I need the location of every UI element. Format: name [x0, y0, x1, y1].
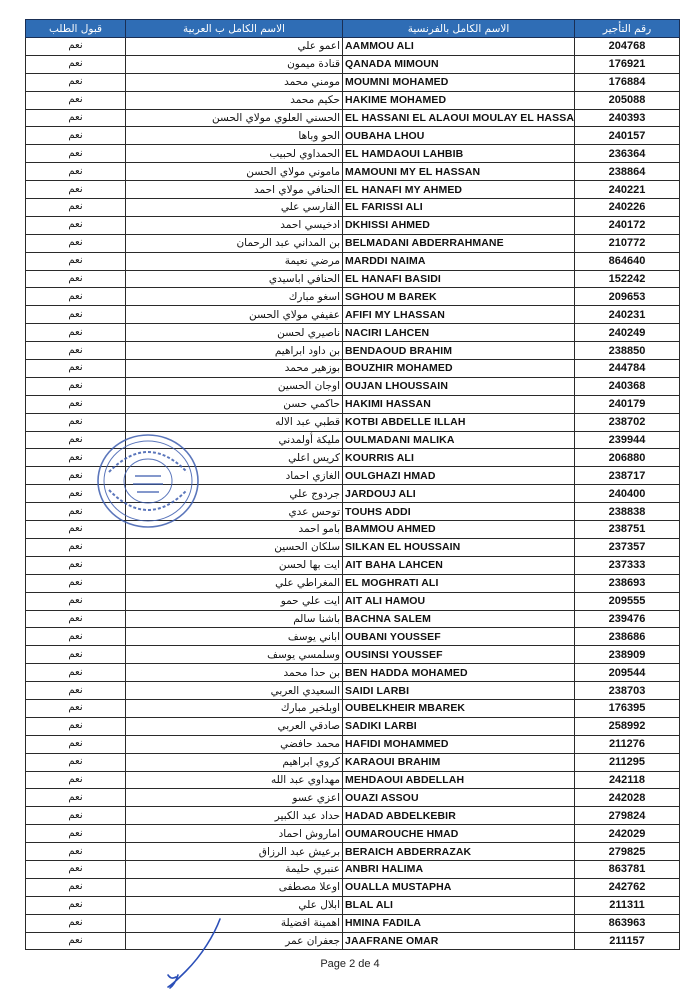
arabic-name-cell: جردوج علي — [126, 485, 343, 503]
id-cell: 240249 — [575, 324, 680, 342]
table-row — [26, 324, 680, 342]
acceptance-cell: نعم — [26, 538, 126, 556]
arabic-name-cell: عفيفي مولاي الحسن — [126, 306, 343, 324]
id-cell: 239476 — [575, 610, 680, 628]
french-name-cell: MOUMNI MOHAMED — [343, 73, 575, 91]
french-name-cell: HAFIDI MOHAMMED — [343, 735, 575, 753]
arabic-name-cell: السعيدي العربي — [126, 682, 343, 700]
acceptance-cell: نعم — [26, 377, 126, 395]
arabic-name-cell: المغراطي علي — [126, 574, 343, 592]
arabic-name-cell: كريس اعلي — [126, 449, 343, 467]
page-footer — [0, 958, 700, 970]
table-row — [26, 896, 680, 914]
french-name-cell: BACHNA SALEM — [343, 610, 575, 628]
acceptance-cell: نعم — [26, 145, 126, 163]
acceptance-cell: نعم — [26, 610, 126, 628]
french-name-cell: JARDOUJ ALI — [343, 485, 575, 503]
arabic-name-cell: الحمداوي لحبيب — [126, 145, 343, 163]
arabic-name-cell: عنبري حليمة — [126, 860, 343, 878]
arabic-name-cell: الفارسي علي — [126, 199, 343, 217]
id-cell: 238751 — [575, 521, 680, 539]
id-cell: 258992 — [575, 717, 680, 735]
id-cell: 211157 — [575, 932, 680, 950]
acceptance-cell: نعم — [26, 360, 126, 378]
french-name-cell: SILKAN EL HOUSSAIN — [343, 538, 575, 556]
arabic-name-cell: برعيش عبد الرزاق — [126, 843, 343, 861]
table-row — [26, 413, 680, 431]
french-name-cell: EL MOGHRATI ALI — [343, 574, 575, 592]
arabic-name-cell: ناصيري لحسن — [126, 324, 343, 342]
french-name-cell: OUJAN LHOUSSAIN — [343, 377, 575, 395]
acceptance-cell: نعم — [26, 395, 126, 413]
id-cell: 204768 — [575, 38, 680, 56]
french-name-cell: OULMADANI MALIKA — [343, 431, 575, 449]
id-cell: 236364 — [575, 145, 680, 163]
french-name-cell: QANADA MIMOUN — [343, 55, 575, 73]
id-cell: 238909 — [575, 646, 680, 664]
id-cell: 237357 — [575, 538, 680, 556]
arabic-name-cell: قنادة ميمون — [126, 55, 343, 73]
french-name-cell: EL HAMDAOUI LAHBIB — [343, 145, 575, 163]
table-row — [26, 717, 680, 735]
arabic-name-cell: الغازي احماد — [126, 467, 343, 485]
acceptance-cell: نعم — [26, 556, 126, 574]
acceptance-cell: نعم — [26, 753, 126, 771]
acceptance-cell: نعم — [26, 270, 126, 288]
acceptance-cell: نعم — [26, 216, 126, 234]
french-name-cell: OUSINSI YOUSSEF — [343, 646, 575, 664]
id-cell: 152242 — [575, 270, 680, 288]
arabic-name-cell: توحس عدي — [126, 503, 343, 521]
acceptance-cell: نعم — [26, 163, 126, 181]
french-name-cell: MAMOUNI MY EL HASSAN — [343, 163, 575, 181]
table-row — [26, 538, 680, 556]
table-row — [26, 55, 680, 73]
id-cell: 211311 — [575, 896, 680, 914]
arabic-name-cell: اوبلخير مبارك — [126, 699, 343, 717]
acceptance-cell: نعم — [26, 181, 126, 199]
french-name-cell: OUAZI ASSOU — [343, 789, 575, 807]
french-name-cell: HADAD ABDELKEBIR — [343, 807, 575, 825]
id-cell: 176884 — [575, 73, 680, 91]
id-cell: 240179 — [575, 395, 680, 413]
acceptance-cell: نعم — [26, 664, 126, 682]
table-row — [26, 306, 680, 324]
id-cell: 244784 — [575, 360, 680, 378]
acceptance-cell: نعم — [26, 91, 126, 109]
official-stamp — [95, 432, 201, 530]
table-row — [26, 914, 680, 932]
french-name-cell: OULGHAZI HMAD — [343, 467, 575, 485]
french-name-cell: MEHDAOUI ABDELLAH — [343, 771, 575, 789]
arabic-name-cell: صادقي العربي — [126, 717, 343, 735]
french-name-cell: AFIFI MY LHASSAN — [343, 306, 575, 324]
french-name-cell: TOUHS ADDI — [343, 503, 575, 521]
french-name-cell: MARDDI NAIMA — [343, 252, 575, 270]
table-row — [26, 682, 680, 700]
id-cell: 863963 — [575, 914, 680, 932]
acceptance-cell: نعم — [26, 699, 126, 717]
acceptance-cell: نعم — [26, 324, 126, 342]
french-name-cell: BELMADANI ABDERRAHMANE — [343, 234, 575, 252]
table-row — [26, 592, 680, 610]
acceptance-cell: نعم — [26, 682, 126, 700]
id-cell: 209555 — [575, 592, 680, 610]
acceptance-cell: نعم — [26, 306, 126, 324]
arabic-name-cell: بن حدا محمد — [126, 664, 343, 682]
table-row — [26, 878, 680, 896]
arabic-name-cell: ماموني مولاي الحسن — [126, 163, 343, 181]
acceptance-cell: نعم — [26, 771, 126, 789]
french-name-cell: KARAOUI BRAHIM — [343, 753, 575, 771]
french-name-cell: SADIKI LARBI — [343, 717, 575, 735]
french-name-cell: AAMMOU ALI — [343, 38, 575, 56]
id-cell: 237333 — [575, 556, 680, 574]
french-name-cell: OUMAROUCHE HMAD — [343, 825, 575, 843]
acceptance-cell: نعم — [26, 843, 126, 861]
header-acceptance: قبول الطلب — [26, 20, 126, 38]
id-cell: 176395 — [575, 699, 680, 717]
arabic-name-cell: اعمو علي — [126, 38, 343, 56]
table-row — [26, 664, 680, 682]
acceptance-cell: نعم — [26, 127, 126, 145]
id-cell: 240226 — [575, 199, 680, 217]
french-name-cell: AIT ALI HAMOU — [343, 592, 575, 610]
acceptance-cell: نعم — [26, 807, 126, 825]
acceptance-cell: نعم — [26, 109, 126, 127]
arabic-name-cell: ادخيسي احمد — [126, 216, 343, 234]
id-cell: 211295 — [575, 753, 680, 771]
id-cell: 176921 — [575, 55, 680, 73]
id-cell: 209653 — [575, 288, 680, 306]
arabic-name-cell: الحو وباها — [126, 127, 343, 145]
table-row — [26, 860, 680, 878]
arabic-name-cell: الحنافي اباسيدي — [126, 270, 343, 288]
table-row — [26, 825, 680, 843]
french-name-cell: HAKIME MOHAMED — [343, 91, 575, 109]
arabic-name-cell: اباني يوسف — [126, 628, 343, 646]
arabic-name-cell: محمد حافضي — [126, 735, 343, 753]
table-row — [26, 127, 680, 145]
french-name-cell: OUBAHA LHOU — [343, 127, 575, 145]
table-row — [26, 395, 680, 413]
table-row — [26, 377, 680, 395]
acceptance-cell: نعم — [26, 73, 126, 91]
id-cell: 205088 — [575, 91, 680, 109]
arabic-name-cell: بن داود ابراهيم — [126, 342, 343, 360]
french-name-cell: BLAL ALI — [343, 896, 575, 914]
table-row — [26, 610, 680, 628]
arabic-name-cell: مليكة أولمدني — [126, 431, 343, 449]
arabic-name-cell: ايت بها لحسن — [126, 556, 343, 574]
acceptance-cell: نعم — [26, 735, 126, 753]
acceptance-cell: نعم — [26, 592, 126, 610]
arabic-name-cell: اهمينة افضيلة — [126, 914, 343, 932]
table-row — [26, 556, 680, 574]
acceptance-cell: نعم — [26, 449, 126, 467]
id-cell: 240393 — [575, 109, 680, 127]
french-name-cell: EL HASSANI EL ALAOUI MOULAY EL HASSA — [343, 109, 575, 127]
table-row — [26, 789, 680, 807]
arabic-name-cell: جعفران عمر — [126, 932, 343, 950]
table-row — [26, 932, 680, 950]
table-row — [26, 109, 680, 127]
id-cell: 240231 — [575, 306, 680, 324]
arabic-name-cell: كروي ابراهيم — [126, 753, 343, 771]
french-name-cell: ANBRI HALIMA — [343, 860, 575, 878]
table-row — [26, 199, 680, 217]
french-name-cell: AIT BAHA LAHCEN — [343, 556, 575, 574]
acceptance-cell: نعم — [26, 628, 126, 646]
header-arabic-name: الاسم الكامل ب العربية — [126, 20, 343, 38]
french-name-cell: HAKIMI HASSAN — [343, 395, 575, 413]
french-name-cell: BAMMOU AHMED — [343, 521, 575, 539]
table-row — [26, 270, 680, 288]
table-row — [26, 181, 680, 199]
table-row — [26, 843, 680, 861]
arabic-name-cell: ايت علي حمو — [126, 592, 343, 610]
arabic-name-cell: مرضي نعيمة — [126, 252, 343, 270]
table-row — [26, 163, 680, 181]
acceptance-cell: نعم — [26, 914, 126, 932]
table-row — [26, 753, 680, 771]
id-cell: 240400 — [575, 485, 680, 503]
arabic-name-cell: بوزهير محمد — [126, 360, 343, 378]
table-row — [26, 574, 680, 592]
arabic-name-cell: قطبي عبد الاله — [126, 413, 343, 431]
id-cell: 238686 — [575, 628, 680, 646]
arabic-name-cell: حاكمي حسن — [126, 395, 343, 413]
table-row — [26, 216, 680, 234]
acceptance-cell: نعم — [26, 431, 126, 449]
arabic-name-cell: الحنافي مولاي احمد — [126, 181, 343, 199]
table-header-row — [26, 20, 680, 38]
arabic-name-cell: باشنا سالم — [126, 610, 343, 628]
arabic-name-cell: اعزي عسو — [126, 789, 343, 807]
id-cell: 206880 — [575, 449, 680, 467]
table-row — [26, 288, 680, 306]
acceptance-cell: نعم — [26, 896, 126, 914]
id-cell: 238693 — [575, 574, 680, 592]
id-cell: 211276 — [575, 735, 680, 753]
french-name-cell: OUBELKHEIR MBAREK — [343, 699, 575, 717]
acceptance-cell: نعم — [26, 503, 126, 521]
acceptance-cell: نعم — [26, 252, 126, 270]
id-cell: 240157 — [575, 127, 680, 145]
acceptance-cell: نعم — [26, 646, 126, 664]
table-row — [26, 628, 680, 646]
french-name-cell: EL HANAFI BASIDI — [343, 270, 575, 288]
acceptance-cell: نعم — [26, 878, 126, 896]
arabic-name-cell: سلكان الحسين — [126, 538, 343, 556]
table-row — [26, 91, 680, 109]
id-cell: 242029 — [575, 825, 680, 843]
arabic-name-cell: وسلمسي يوسف — [126, 646, 343, 664]
acceptance-cell: نعم — [26, 860, 126, 878]
acceptance-cell: نعم — [26, 932, 126, 950]
id-cell: 242762 — [575, 878, 680, 896]
id-cell: 863781 — [575, 860, 680, 878]
arabic-name-cell: حكيم محمد — [126, 91, 343, 109]
acceptance-cell: نعم — [26, 485, 126, 503]
french-name-cell: JAAFRANE OMAR — [343, 932, 575, 950]
acceptance-cell: نعم — [26, 789, 126, 807]
id-cell: 238850 — [575, 342, 680, 360]
id-cell: 240172 — [575, 216, 680, 234]
acceptance-cell: نعم — [26, 38, 126, 56]
id-cell: 238702 — [575, 413, 680, 431]
arabic-name-cell: اوعلا مصطفى — [126, 878, 343, 896]
header-french-name: الاسم الكامل بالفرنسية — [343, 20, 575, 38]
acceptance-cell: نعم — [26, 234, 126, 252]
acceptance-cell: نعم — [26, 199, 126, 217]
french-name-cell: OUBANI YOUSSEF — [343, 628, 575, 646]
arabic-name-cell: بامو احمد — [126, 521, 343, 539]
table-row — [26, 807, 680, 825]
id-cell: 242028 — [575, 789, 680, 807]
acceptance-cell: نعم — [26, 574, 126, 592]
arabic-name-cell: اماروش احماد — [126, 825, 343, 843]
french-name-cell: EL HANAFI MY AHMED — [343, 181, 575, 199]
id-cell: 864640 — [575, 252, 680, 270]
french-name-cell: NACIRI LAHCEN — [343, 324, 575, 342]
id-cell: 238838 — [575, 503, 680, 521]
acceptance-cell: نعم — [26, 825, 126, 843]
table-row — [26, 252, 680, 270]
id-cell: 238864 — [575, 163, 680, 181]
arabic-name-cell: حداد عبد الكبير — [126, 807, 343, 825]
table-row — [26, 38, 680, 56]
id-cell: 240221 — [575, 181, 680, 199]
id-cell: 242118 — [575, 771, 680, 789]
french-name-cell: BENDAOUD BRAHIM — [343, 342, 575, 360]
french-name-cell: KOURRIS ALI — [343, 449, 575, 467]
acceptance-cell: نعم — [26, 342, 126, 360]
arabic-name-cell: الحسني العلوي مولاي الحسن — [126, 109, 343, 127]
table-row — [26, 73, 680, 91]
french-name-cell: BOUZHIR MOHAMED — [343, 360, 575, 378]
table-row — [26, 735, 680, 753]
table-row — [26, 360, 680, 378]
arabic-name-cell: مومني محمد — [126, 73, 343, 91]
id-cell: 210772 — [575, 234, 680, 252]
acceptance-cell: نعم — [26, 521, 126, 539]
french-name-cell: BEN HADDA MOHAMED — [343, 664, 575, 682]
id-cell: 209544 — [575, 664, 680, 682]
id-cell: 279825 — [575, 843, 680, 861]
french-name-cell: SGHOU M BAREK — [343, 288, 575, 306]
acceptance-cell: نعم — [26, 55, 126, 73]
arabic-name-cell: مهداوي عبد الله — [126, 771, 343, 789]
id-cell: 279824 — [575, 807, 680, 825]
id-cell: 240368 — [575, 377, 680, 395]
header-id: رقم التأجير — [575, 20, 680, 38]
french-name-cell: SAIDI LARBI — [343, 682, 575, 700]
french-name-cell: HMINA FADILA — [343, 914, 575, 932]
french-name-cell: KOTBI ABDELLE ILLAH — [343, 413, 575, 431]
french-name-cell: OUALLA MUSTAPHA — [343, 878, 575, 896]
id-cell: 238703 — [575, 682, 680, 700]
acceptance-cell: نعم — [26, 288, 126, 306]
page-number: Page 2 de 4 — [320, 958, 380, 970]
table-row — [26, 342, 680, 360]
table-row — [26, 646, 680, 664]
table-row — [26, 234, 680, 252]
arabic-name-cell: اسغو مبارك — [126, 288, 343, 306]
table-row — [26, 699, 680, 717]
id-cell: 239944 — [575, 431, 680, 449]
french-name-cell: BERAICH ABDERRAZAK — [343, 843, 575, 861]
acceptance-cell: نعم — [26, 467, 126, 485]
arabic-name-cell: ابلال علي — [126, 896, 343, 914]
arabic-name-cell: اوجان الحسين — [126, 377, 343, 395]
acceptance-cell: نعم — [26, 413, 126, 431]
arabic-name-cell: بن المداني عبد الرحمان — [126, 234, 343, 252]
french-name-cell: EL FARISSI ALI — [343, 199, 575, 217]
table-row — [26, 771, 680, 789]
french-name-cell: DKHISSI AHMED — [343, 216, 575, 234]
table-row — [26, 145, 680, 163]
acceptance-cell: نعم — [26, 717, 126, 735]
id-cell: 238717 — [575, 467, 680, 485]
handwritten-signature — [150, 915, 230, 990]
